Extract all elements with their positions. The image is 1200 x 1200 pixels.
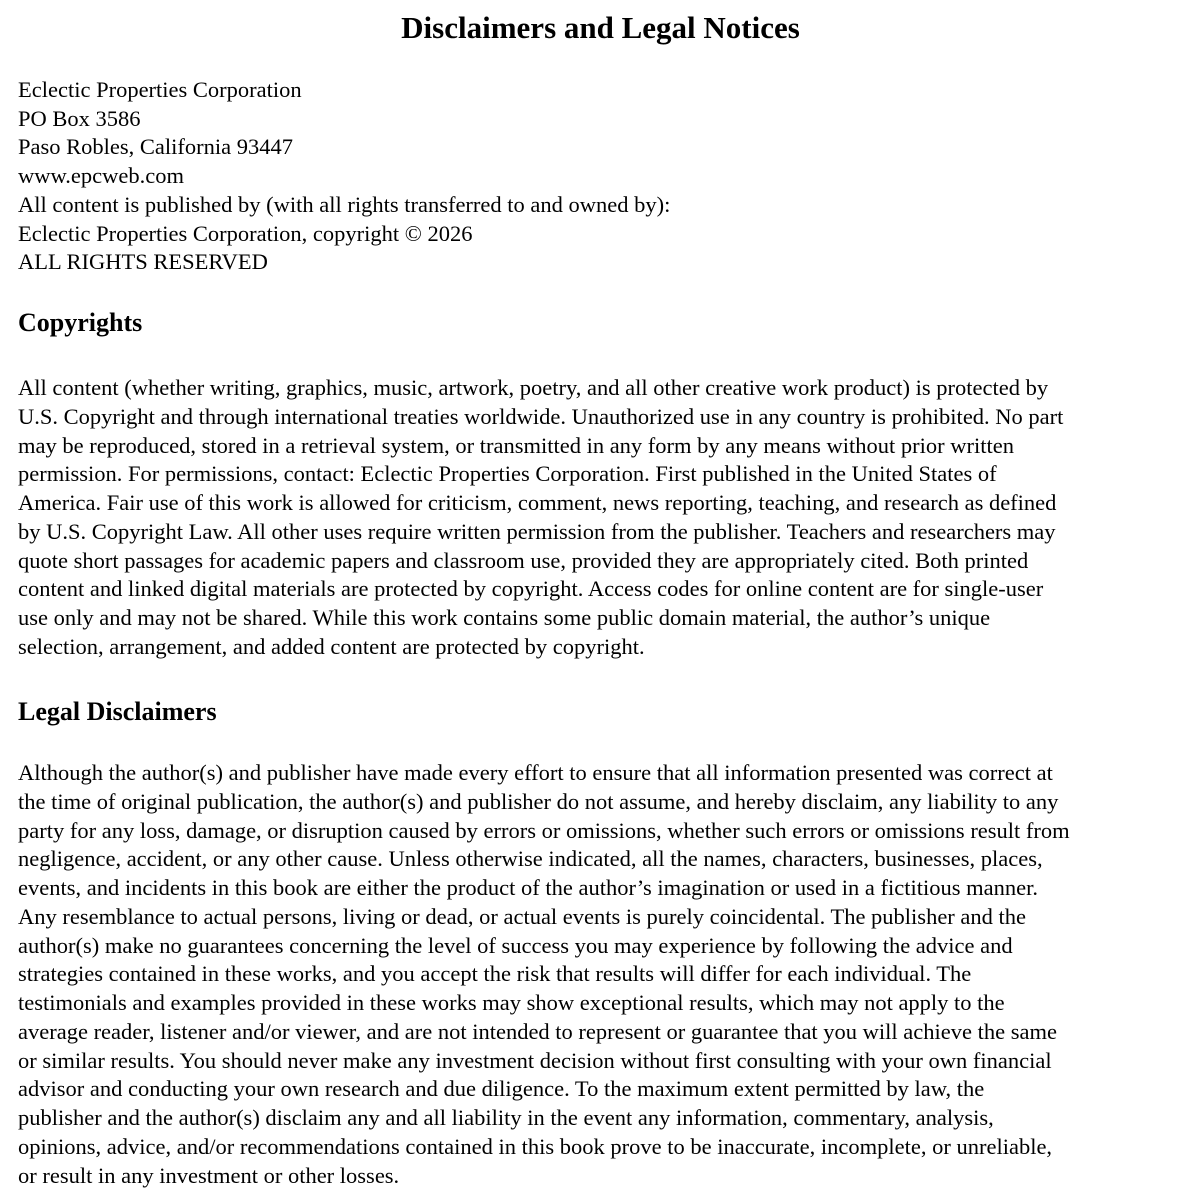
page-title: Disclaimers and Legal Notices (401, 10, 800, 45)
paragraph-line: may be reproduced, stored in a retrieval system, or transmitted in any form by any means without prior written (18, 432, 1014, 458)
paragraph-line: publisher and the author(s) disclaim any and all liability in the event any information, commentary, analysis, (18, 1105, 994, 1130)
paragraph-line: negligence, accident, or any other cause. Unless otherwise indicated, all the names, characters, businesses, places, (18, 846, 1043, 872)
paragraph-line: Although the author(s) and publisher have made every effort to ensure that all information presented was correct at (18, 760, 1053, 785)
paragraph-line: the time of original publication, the author(s) and publisher do not assume, and hereby disclaim, any liability to any (18, 788, 1059, 814)
paragraph-line: party for any loss, damage, or disruption caused by errors or omissions, whether such errors or omissions result from (18, 817, 1070, 843)
publisher-address-block (18, 76, 670, 277)
rights-statement: All content is published by (with all rights transferred to and owned by): (18, 191, 671, 217)
paragraph-line: events, and incidents in this book are either the product of the author’s imagination or used in a fictitious manner. (18, 875, 1038, 900)
section-heading-copyrights: Copyrights (18, 308, 143, 337)
all-rights-reserved: ALL RIGHTS RESERVED (18, 249, 268, 275)
paragraph-line: average reader, listener and/or viewer, and are not intended to represent or guarantee that you will achieve the same (18, 1018, 1057, 1044)
legal-disclaimers-paragraph (18, 759, 1186, 1190)
paragraph-line: America. Fair use of this work is allowed for criticism, comment, news reporting, teaching, and research as defined (18, 490, 1057, 515)
paragraph-line: or result in any investment or other losses. (18, 1162, 400, 1188)
paragraph-line: All content (whether writing, graphics, music, artwork, poetry, and all other creative work product) is protected by (18, 375, 1049, 400)
publisher-name: Eclectic Properties Corporation (18, 77, 302, 102)
paragraph-line: quote short passages for academic papers and classroom use, provided they are appropriately cited. Both printed (18, 547, 1029, 573)
paragraph-line: selection, arrangement, and added content are protected by copyright. (18, 633, 645, 659)
paragraph-line: U.S. Copyright and through international treaties worldwide. Unauthorized use in any country is prohibited. No part (18, 403, 1064, 429)
paragraph-line: Any resemblance to actual persons, living or dead, or actual events is purely coincidental. The publisher and the (18, 903, 1027, 929)
po-box: PO Box 3586 (18, 105, 141, 131)
website: www.epcweb.com (18, 163, 184, 189)
paragraph-line: content and linked digital materials are protected by copyright. Access codes for online content are for single-user (18, 576, 1044, 602)
copyright-line: Eclectic Properties Corporation, copyright © 2026 (18, 220, 473, 246)
paragraph-line: opinions, advice, and/or recommendations contained in this book prove to be inaccurate, incomplete, or unreliable, (18, 1133, 1053, 1159)
paragraph-line: permission. For permissions, contact: Eclectic Properties Corporation. First published in the United States of (18, 461, 997, 487)
paragraph-line: author(s) make no guarantees concerning the level of success you may experience by following the advice and (18, 932, 1013, 958)
paragraph-line: by U.S. Copyright Law. All other uses require written permission from the publisher. Teachers and researchers may (18, 518, 1056, 544)
city-state-zip: Paso Robles, California 93447 (18, 134, 293, 160)
paragraph-line: use only and may not be shared. While this work contains some public domain material, the author’s unique (18, 605, 991, 630)
section-heading-legal-disclaimers: Legal Disclaimers (18, 697, 217, 726)
paragraph-line: testimonials and examples provided in these works may show exceptional results, which may not apply to the (18, 990, 1005, 1015)
copyrights-paragraph (18, 374, 1186, 662)
paragraph-line: advisor and conducting your own research and due diligence. To the maximum extent permitted by law, the (18, 1076, 985, 1102)
paragraph-line: strategies contained in these works, and you accept the risk that results will differ for each individual. The (18, 961, 972, 987)
paragraph-line: or similar results. You should never make any investment decision without first consulting with your own financial (18, 1047, 1052, 1073)
